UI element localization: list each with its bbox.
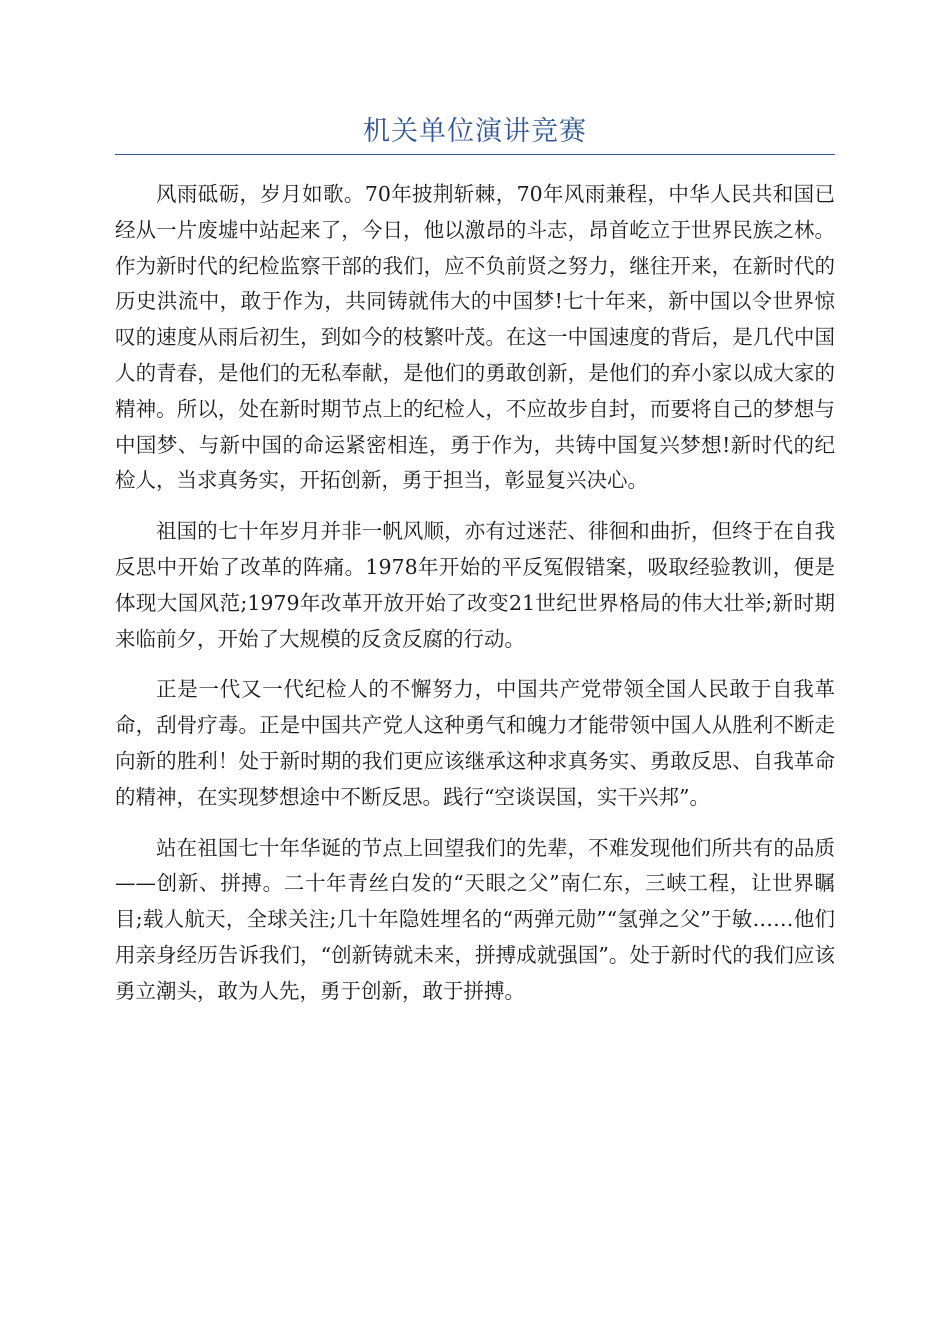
document-body	[115, 177, 835, 1025]
title-underline	[115, 154, 835, 155]
paragraph-2: 祖国的七十年岁月并非一帆风顺，亦有过迷茫、徘徊和曲折，但终于在自我反思中开始了改革的阵痛。1978年开始的平反冤假错案，吸取经验教训，便是体现大国风范;1979年改革开放开始了改变21世纪世界格局的伟大壮举;新时期来临前夕，开始了大规模的反贪反腐的行动。	[115, 519, 835, 651]
paragraph-4: 站在祖国七十年华诞的节点上回望我们的先辈，不难发现他们所共有的品质——创新、拼搏。二十年青丝白发的“天眼之父”南仁东，三峡工程，让世界瞩目;载人航天，全球关注;几十年隐姓埋名的“两弹元勋”“氢弹之父”于敏……他们用亲身经历告诉我们，“创新铸就未来，拼搏成就强国”。处于新时代的我们应该勇立潮头，敢为人先，勇于创新，敢于拼搏。	[115, 835, 835, 1003]
paragraph-3: 正是一代又一代纪检人的不懈努力，中国共产党带领全国人民敢于自我革命，刮骨疗毒。正是中国共产党人这种勇气和魄力才能带领中国人从胜利不断走向新的胜利！处于新时期的我们更应该继承这种求真务实、勇敢反思、自我革命的精神，在实现梦想途中不断反思。践行“空谈误国，实干兴邦”。	[115, 677, 835, 809]
paragraph-1: 风雨砥砺，岁月如歌。70年披荆斩棘，70年风雨兼程，中华人民共和国已经从一片废墟中站起来了，今日，他以激昂的斗志，昂首屹立于世界民族之林。作为新时代的纪检监察干部的我们，应不负前贤之努力，继往开来，在新时代的历史洪流中，敢于作为，共同铸就伟大的中国梦!七十年来，新中国以令世界惊叹的速度从雨后初生，到如今的枝繁叶茂。在这一中国速度的背后，是几代中国人的青春，是他们的无私奉献，是他们的勇敢创新，是他们的弃小家以成大家的精神。所以，处在新时期节点上的纪检人，不应故步自封，而要将自己的梦想与中国梦、与新中国的命运紧密相连，勇于作为，共铸中国复兴梦想!新时代的纪检人，当求真务实，开拓创新，勇于担当，彰显复兴决心。	[115, 182, 835, 493]
document-title: 机关单位演讲竞赛	[363, 116, 587, 147]
